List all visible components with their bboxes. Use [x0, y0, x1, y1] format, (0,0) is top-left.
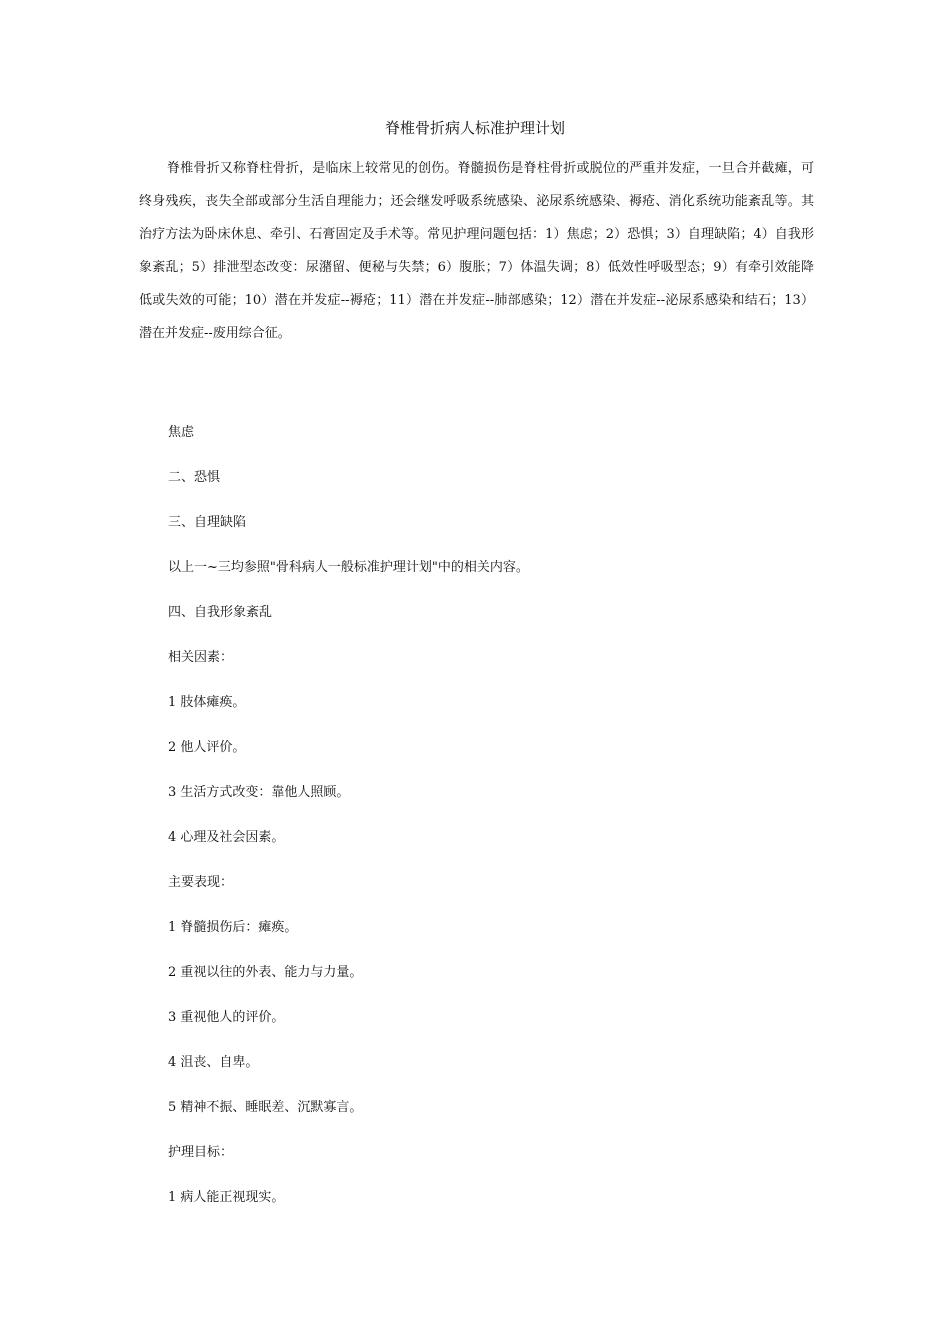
section-label-main-manifestations: 主要表现： — [168, 875, 234, 890]
section-label-related-factors: 相关因素： — [168, 650, 234, 665]
section-label-nursing-goals: 护理目标： — [168, 1145, 234, 1160]
intro-paragraph: 脊椎骨折又称脊柱骨折，是临床上较常见的创伤。脊髓损伤是脊柱骨折或脱位的严重并发症，一旦合并截瘫，可终身残疾，丧失全部或部分生活自理能力；还会继发呼吸系统感染、泌尿系统感染、褥疮、消化系统功能紊乱等。其治疗方法为卧床休息、牵引、石膏固定及手术等。常见护理问题包括：1）焦虑；2）恐惧；3）自理缺陷；4）自我形象紊乱；5）排泄型态改变：尿潴留、便秘与失禁；6）腹胀；7）体温失调；8）低效性呼吸型态；9）有牵引效能降低或失效的可能；10）潜在并发症--褥疮；11）潜在并发症--肺部感染；12）潜在并发症--泌尿系感染和结石；13）潜在并发症--废用综合征。 — [139, 161, 814, 341]
list-item: 5 精神不振、睡眠差、沉默寡言。 — [168, 1100, 363, 1115]
list-item: 1 脊髓损伤后：瘫痪。 — [168, 920, 298, 935]
list-item: 2 他人评价。 — [168, 740, 246, 755]
heading-fear: 二、恐惧 — [168, 470, 221, 485]
heading-self-image-disorder: 四、自我形象紊乱 — [168, 605, 273, 620]
document-title: 脊椎骨折病人标准护理计划 — [384, 119, 565, 137]
content-lines — [168, 420, 808, 1230]
heading-self-care-deficit: 三、自理缺陷 — [168, 515, 247, 530]
list-item: 3 生活方式改变：靠他人照顾。 — [168, 785, 350, 800]
list-item: 4 心理及社会因素。 — [168, 830, 285, 845]
list-item: 1 病人能正视现实。 — [168, 1190, 285, 1205]
heading-anxiety: 焦虑 — [168, 425, 195, 440]
list-item: 3 重视他人的评价。 — [168, 1010, 285, 1025]
list-item: 4 沮丧、自卑。 — [168, 1055, 259, 1070]
reference-note: 以上一~三均参照"骨科病人一般标准护理计划"中的相关内容。 — [168, 560, 529, 575]
list-item: 1 肢体瘫痪。 — [168, 695, 246, 710]
list-item: 2 重视以往的外表、能力与力量。 — [168, 965, 363, 980]
